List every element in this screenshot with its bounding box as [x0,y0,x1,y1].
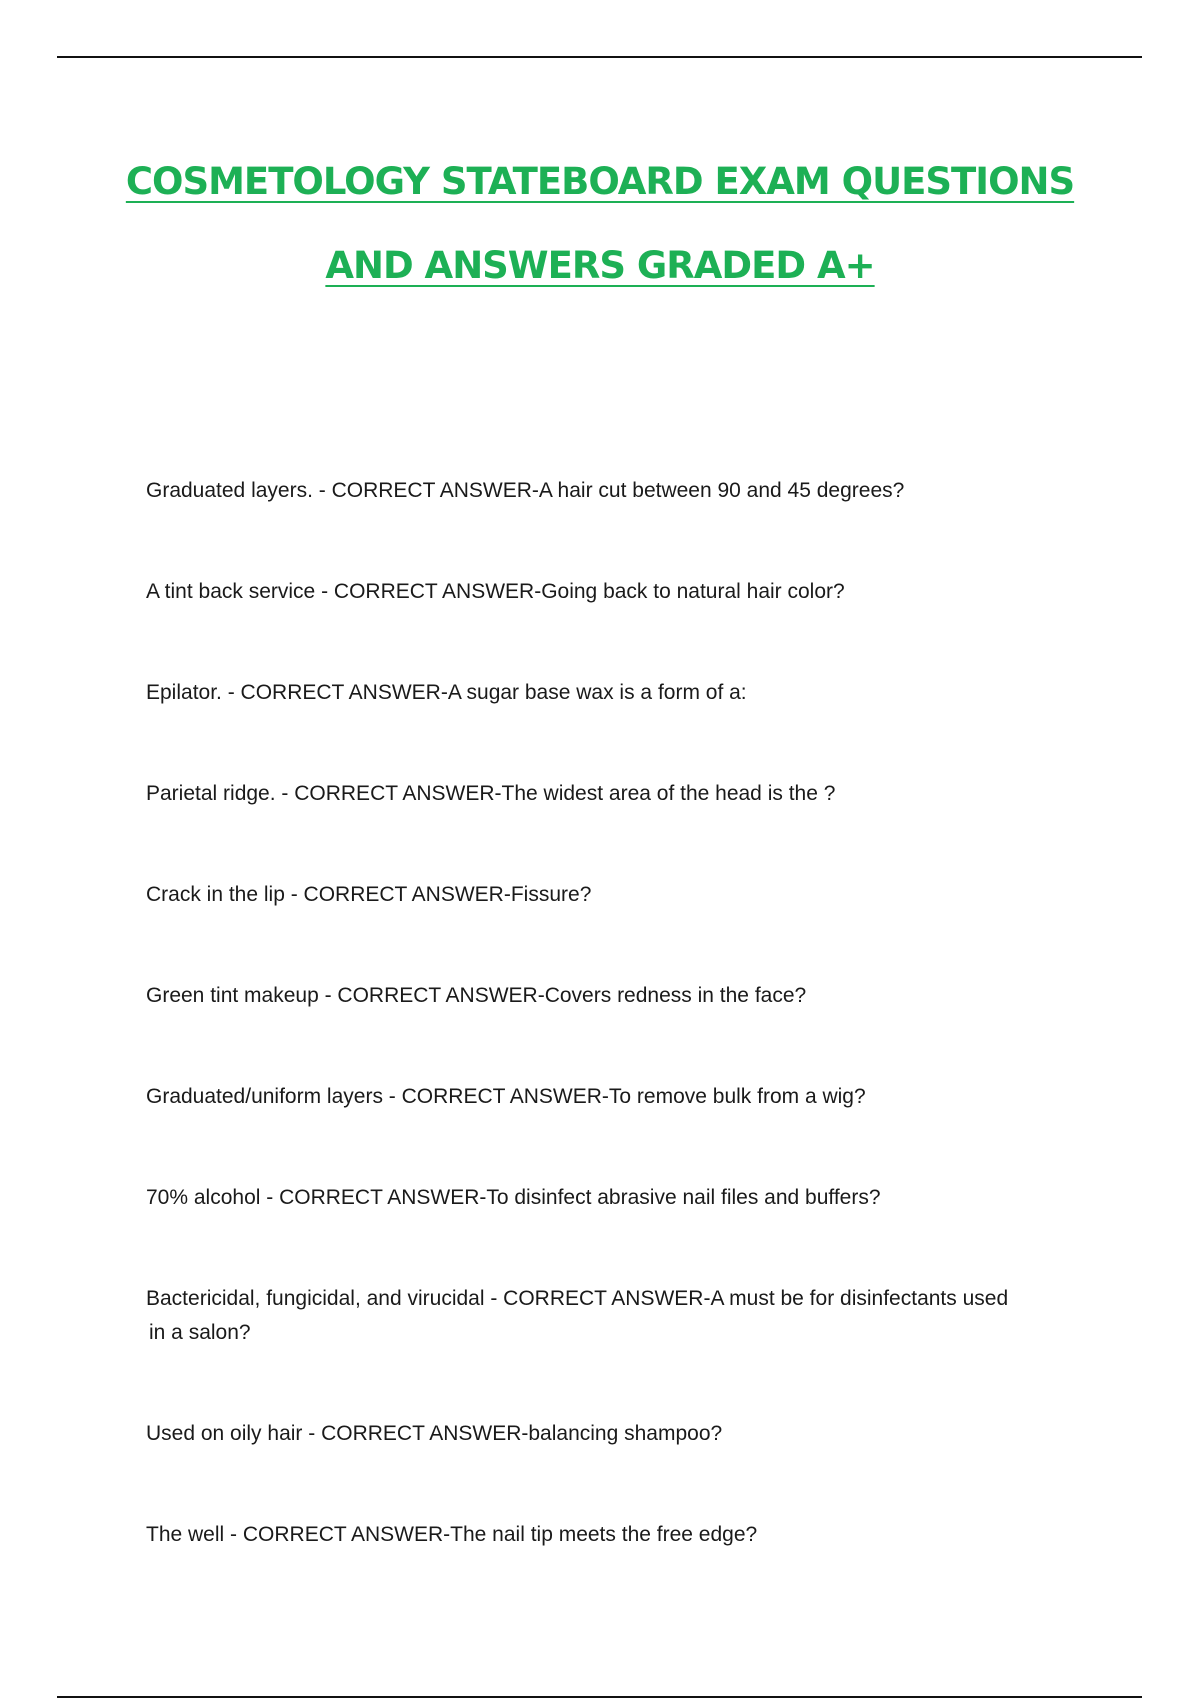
qa-entry-2 [146,575,1066,609]
qa-text: Crack in the lip - CORRECT ANSWER-Fissure? [146,883,592,906]
qa-text: Bactericidal, fungicidal, and virucidal - CORRECT ANSWER-A must be for disinfectants used [146,1287,1009,1310]
qa-text: Used on oily hair - CORRECT ANSWER-balancing shampoo? [146,1422,723,1445]
qa-entry-9 [146,1282,1066,1350]
qa-text-continuation: in a salon? [149,1321,251,1344]
qa-entry-11 [146,1518,1066,1552]
qa-text: Graduated/uniform layers - CORRECT ANSWER-To remove bulk from a wig? [146,1085,866,1108]
qa-entry-3 [146,676,1066,710]
footer-rule [57,1696,1142,1698]
qa-entry-6 [146,979,1066,1013]
qa-text: Graduated layers. - CORRECT ANSWER-A hair cut between 90 and 45 degrees? [146,479,905,502]
qa-list [146,474,1066,1619]
qa-text: 70% alcohol - CORRECT ANSWER-To disinfect abrasive nail files and buffers? [146,1186,881,1209]
qa-entry-8 [146,1181,1066,1215]
qa-entry-4 [146,777,1066,811]
title-line-1: COSMETOLOGY STATEBOARD EXAM QUESTIONS [125,160,1075,203]
qa-text: Green tint makeup - CORRECT ANSWER-Covers redness in the face? [146,984,807,1007]
qa-entry-5 [146,878,1066,912]
qa-text: The well - CORRECT ANSWER-The nail tip meets the free edge? [146,1523,758,1546]
qa-entry-7 [146,1080,1066,1114]
qa-entry-10 [146,1417,1066,1451]
document-title [0,140,1200,308]
header-rule [57,56,1142,58]
qa-entry-1 [146,474,1066,508]
title-line-2: AND ANSWERS GRADED A+ [325,244,875,287]
qa-text: A tint back service - CORRECT ANSWER-Going back to natural hair color? [146,580,845,603]
qa-text: Epilator. - CORRECT ANSWER-A sugar base wax is a form of a: [146,681,747,704]
qa-text: Parietal ridge. - CORRECT ANSWER-The widest area of the head is the ? [146,782,836,805]
